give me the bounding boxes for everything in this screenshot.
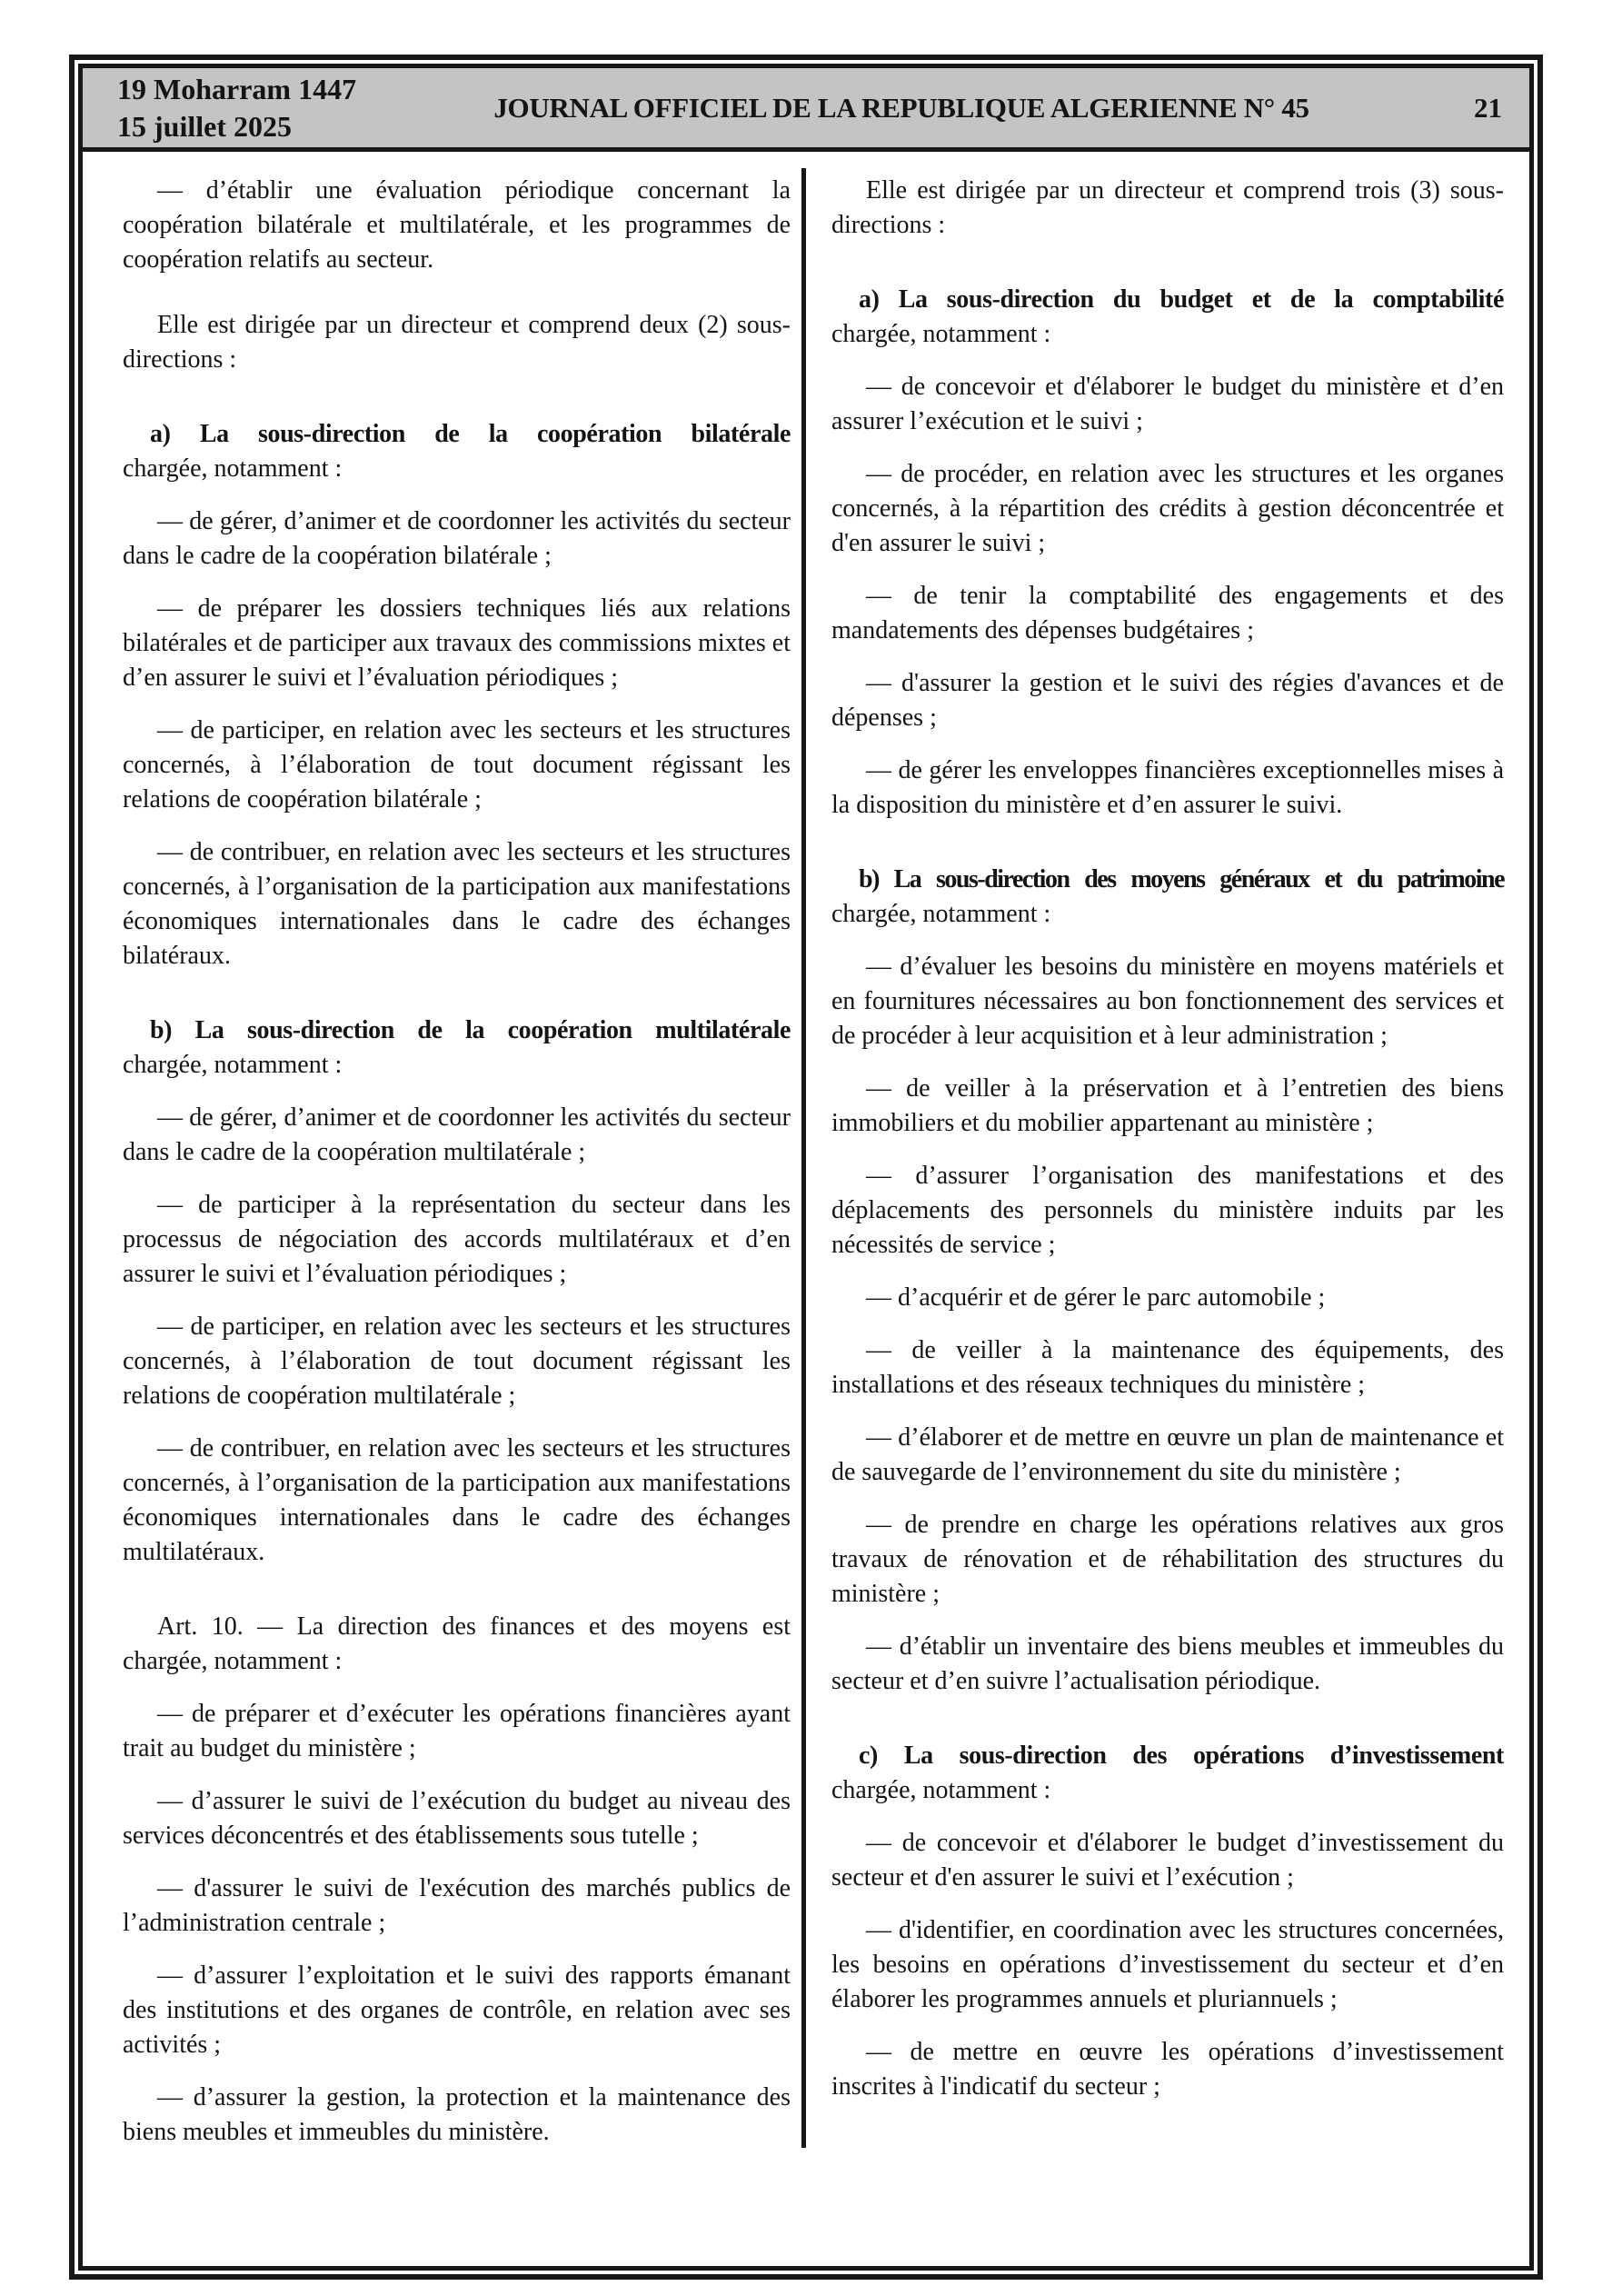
page-header (83, 68, 1529, 152)
list-item: — de prendre en charge les opérations relatives aux gros travaux de rénovation et de réhabilitation des structures du ministère ; (831, 1511, 1504, 1608)
list-item: — d’assurer la gestion, la protection et la maintenance des biens meubles et immeubles du ministère. (123, 2083, 791, 2146)
subsection-paragraph (831, 283, 1504, 352)
list-item: — d’évaluer les besoins du ministère en moyens matériels et en fournitures nécessaires au bon fonctionnement des services et de procéder à leur acquisition et à leur administration ; (831, 953, 1504, 1050)
subsection-paragraph (831, 1739, 1504, 1808)
right-column (831, 174, 1504, 2266)
list-item: — de participer, en relation avec les secteurs et les structures concernés, à l’élaboration de tout document régissant les relations de coopération bilatérale ; (123, 716, 791, 814)
heading-continuation: chargée, notamment : (831, 1776, 1051, 1804)
list-item: — de mettre en œuvre les opérations d’investissement inscrites à l'indicatif du secteur ; (831, 2038, 1504, 2101)
heading-continuation: chargée, notamment : (831, 900, 1051, 928)
list-item: — d’assurer le suivi de l’exécution du budget au niveau des services déconcentrés et des établissements sous tutelle ; (123, 1787, 791, 1850)
list-item: — d’établir une évaluation périodique concernant la coopération bilatérale et multilatérale, et les programmes de coopération relatifs au secteur. (123, 176, 791, 274)
list-item: — d’acquérir et de gérer le parc automobile ; (866, 1283, 1326, 1312)
list-item: — de contribuer, en relation avec les secteurs et les structures concernés, à l’organisation de la participation aux manifestations économiques internationales dans le cadre des échanges multilatéraux. (123, 1434, 791, 1566)
list-item: — d’établir un inventaire des biens meubles et immeubles du secteur et d’en suivre l’actualisation périodique. (831, 1632, 1504, 1695)
list-item: — de participer à la représentation du secteur dans les processus de négociation des accords multilatéraux et d’en assurer le suivi et l’évaluation périodiques ; (123, 1191, 791, 1288)
list-item: — de veiller à la maintenance des équipements, des installations et des réseaux techniques du ministère ; (831, 1336, 1504, 1399)
subsection-paragraph (123, 1013, 791, 1083)
subsection-heading: a) La sous-direction de la coopération bilatérale (150, 420, 791, 448)
list-item: — de préparer et d’exécuter les opérations financières ayant trait au budget du ministère ; (123, 1700, 791, 1762)
subsection-heading: b) La sous-direction de la coopération multilatérale (150, 1016, 791, 1044)
subsection-paragraph (831, 863, 1504, 932)
intro-paragraph: Elle est dirigée par un directeur et comprend deux (2) sous-directions : (123, 311, 791, 374)
list-item: — de préparer les dossiers techniques liés aux relations bilatérales et de participer aux travaux des commissions mixtes et d’en assurer le suivi et l’évaluation périodiques ; (123, 594, 791, 692)
list-item: — de contribuer, en relation avec les secteurs et les structures concernés, à l’organisation de la participation aux manifestations économiques internationales dans le cadre des échanges bilatéraux. (123, 838, 791, 970)
subsection-heading: b) La sous-direction des moyens généraux et du patrimoine (859, 865, 1504, 893)
list-item: — de veiller à la préservation et à l’entretien des biens immobiliers et du mobilier appartenant au ministère ; (831, 1074, 1504, 1137)
page-inner-frame (78, 64, 1534, 2271)
list-item: — de procéder, en relation avec les structures et les organes concernés, à la répartition des crédits à gestion déconcentrée et d'en assurer le suivi ; (831, 460, 1504, 557)
page-number: 21 (1474, 91, 1502, 124)
subsection-paragraph (123, 417, 791, 486)
list-item: — d'identifier, en coordination avec les structures concernées, les besoins en opérations d’investissement du secteur et d’en élaborer les programmes annuels et pluriannuels ; (831, 1916, 1504, 2013)
header-dates (117, 71, 356, 145)
list-item: — d’assurer l’exploitation et le suivi des rapports émanant des institutions et des organes de contrôle, en relation avec ses activités ; (123, 1962, 791, 2059)
journal-title: JOURNAL OFFICIEL DE LA REPUBLIQUE ALGERIENNE N° 45 (493, 91, 1309, 124)
hijri-date: 19 Moharram 1447 (117, 72, 357, 105)
list-item: — de gérer, d’animer et de coordonner les activités du secteur dans le cadre de la coopération multilatérale ; (123, 1103, 791, 1166)
subsection-heading: a) La sous-direction du budget et de la comptabilité (859, 285, 1504, 314)
column-divider (801, 168, 806, 2148)
heading-continuation: chargée, notamment : (123, 1051, 343, 1079)
page-body (83, 152, 1529, 2266)
heading-continuation: chargée, notamment : (831, 320, 1051, 348)
list-item: — de gérer les enveloppes financières exceptionnelles mises à la disposition du ministère et d’en assurer le suivi. (831, 756, 1504, 819)
article-paragraph: Art. 10. — La direction des finances et des moyens est chargée, notamment : (123, 1612, 791, 1675)
left-column (123, 174, 791, 2266)
intro-paragraph: Elle est dirigée par un directeur et comprend trois (3) sous-directions : (831, 176, 1504, 239)
list-item: — de concevoir et d'élaborer le budget d’investissement du secteur et d'en assurer le suivi et l’exécution ; (831, 1829, 1504, 1892)
list-item: — d’assurer l’organisation des manifestations et des déplacements des personnels du ministère induits par les nécessités de service ; (831, 1162, 1504, 1259)
gregorian-date: 15 juillet 2025 (117, 109, 292, 143)
list-item: — de tenir la comptabilité des engagements et des mandatements des dépenses budgétaires ; (831, 582, 1504, 644)
heading-continuation: chargée, notamment : (123, 454, 343, 483)
subsection-heading: c) La sous-direction des opérations d’investissement (859, 1742, 1504, 1770)
list-item: — de gérer, d’animer et de coordonner les activités du secteur dans le cadre de la coopération bilatérale ; (123, 507, 791, 570)
list-item: — d’élaborer et de mettre en œuvre un plan de maintenance et de sauvegarde de l’environnement du site du ministère ; (831, 1423, 1504, 1486)
list-item: — de concevoir et d'élaborer le budget du ministère et d’en assurer l’exécution et le suivi ; (831, 373, 1504, 435)
page-outer-frame (69, 55, 1543, 2280)
list-item: — d'assurer la gestion et le suivi des régies d'avances et de dépenses ; (831, 669, 1504, 732)
list-item: — d'assurer le suivi de l'exécution des marchés publics de l’administration centrale ; (123, 1874, 791, 1937)
list-item: — de participer, en relation avec les secteurs et les structures concernés, à l’élaboration de tout document régissant les relations de coopération multilatérale ; (123, 1313, 791, 1410)
